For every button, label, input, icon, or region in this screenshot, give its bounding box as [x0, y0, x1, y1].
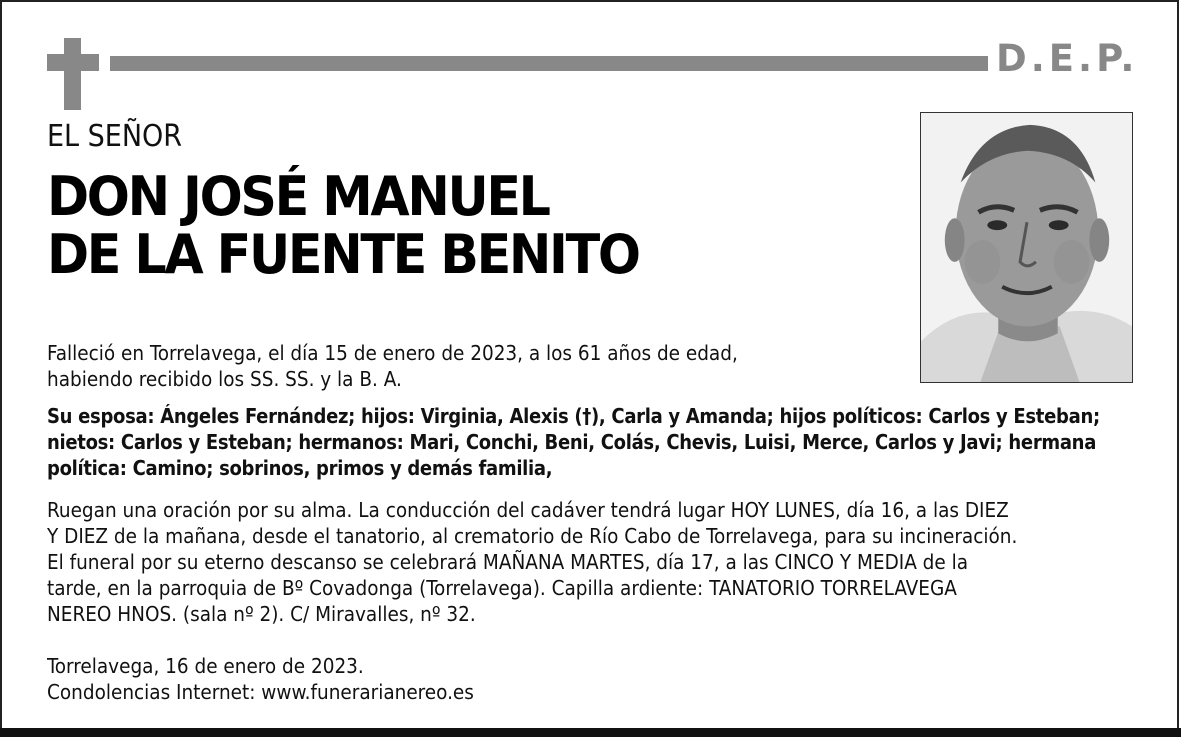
text-line: nietos: Carlos y Esteban; hermanos: Mari, Conchi, Beni, Colás, Chevis, Luisi, Merce, Carlos y Javi; hermana — [47, 430, 1097, 454]
text-line: tarde, en la parroquia de Bº Covadonga (Torrelavega). Capilla ardiente: TANATORIO TORRELAVEGA — [47, 576, 957, 600]
text-line: Su esposa: Ángeles Fernández; hijos: Virginia, Alexis (†), Carla y Amanda; hijos políticos: Carlos y Esteban; — [47, 404, 1100, 428]
text-line: NEREO HNOS. (sala nº 2). C/ Miravalles, nº 32. — [47, 602, 476, 626]
header-rule — [110, 56, 988, 71]
text-line: política: Camino; sobrinos, primos y demás familia, — [47, 456, 553, 480]
portrait-photo — [920, 112, 1133, 383]
name-line: DE LA FUENTE BENITO — [47, 223, 639, 286]
text-line: Falleció en Torrelavega, el día 15 de enero de 2023, a los 61 años de edad, — [47, 341, 738, 365]
text-line: El funeral por su eterno descanso se celebrará MAÑANA MARTES, día 17, a las CINCO Y MEDIA de la — [47, 550, 969, 574]
footer — [47, 653, 474, 705]
place-date: Torrelavega, 16 de enero de 2023. — [47, 654, 364, 678]
death-notice — [47, 340, 738, 392]
name-line: DON JOSÉ MANUEL — [47, 165, 549, 228]
text-line: Ruegan una oración por su alma. La conducción del cadáver tendrá lugar HOY LUNES, día 16, a las DIEZ — [47, 498, 1009, 522]
title-prefix: EL SEÑOR — [47, 119, 183, 154]
dep-label: D.E.P. — [996, 37, 1139, 80]
bottom-border — [0, 728, 1181, 737]
text-line: habiendo recibido los SS. SS. y la B. A. — [47, 367, 402, 391]
text-line: Y DIEZ de la mañana, desde el tanatorio, al crematorio de Río Cabo de Torrelavega, para su incineración. — [47, 524, 1018, 548]
ceremony-details — [47, 497, 1017, 627]
deceased-name — [47, 165, 639, 286]
condolences-link: Condolencias Internet: www.funerarianereo.es — [47, 680, 474, 704]
cross-icon — [47, 38, 99, 110]
family-list — [47, 403, 1100, 481]
